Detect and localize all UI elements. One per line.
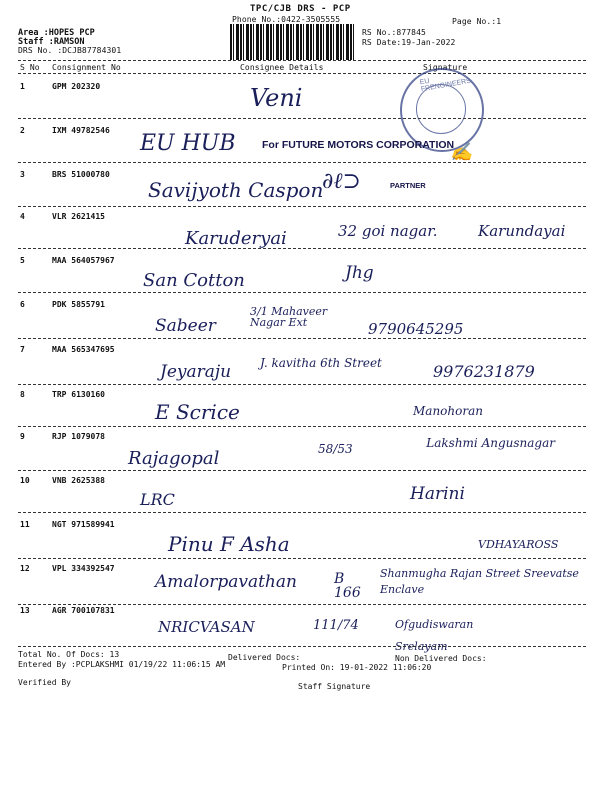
column-signature: Signature <box>423 63 468 72</box>
company-stamp: For FUTURE MOTORS CORPORATION <box>262 139 455 151</box>
row-7-handwriting-name: Jeyaraju <box>160 362 232 382</box>
row-10-sno: 10 <box>20 476 30 485</box>
row-divider <box>18 248 586 249</box>
row-9-consignment: RJP 1079078 <box>52 432 105 441</box>
row-6-consignment: PDK 5855791 <box>52 300 105 309</box>
row-5-handwriting-name: San Cotton <box>143 270 245 291</box>
row-9-handwriting-area: Lakshmi Angusnagar <box>426 436 555 450</box>
row-7-handwriting-phone: 9976231879 <box>433 362 535 381</box>
row-9-handwriting-name: Rajagopal <box>128 448 220 469</box>
barcode-image <box>230 24 355 60</box>
row-4-consignment: VLR 2621415 <box>52 212 105 221</box>
row-2-signature-mark: ✍ <box>450 142 473 163</box>
row-11-sno: 11 <box>20 520 30 529</box>
column-consignment: Consignment No <box>52 63 121 72</box>
row-12-handwriting-door: B 166 <box>334 571 361 601</box>
row-12-sno: 12 <box>20 564 30 573</box>
row-divider <box>18 338 586 339</box>
row-2-consignment: IXM 49782546 <box>52 126 110 135</box>
row-13-handwriting-name: NRICVASAN <box>158 618 255 636</box>
row-13-sno: 13 <box>20 606 30 615</box>
area-label: Area :HOPES PCP <box>18 28 95 38</box>
row-9-sno: 9 <box>20 432 25 441</box>
row-divider <box>18 384 586 385</box>
row-6-handwriting-name: Sabeer <box>155 316 216 336</box>
row-7-handwriting-address: J. kavitha 6th Street <box>260 356 382 370</box>
rs-date: RS Date:19-Jan-2022 <box>362 38 456 47</box>
row-6-handwriting-address: 3/1 Mahaveer Nagar Ext <box>250 305 328 329</box>
staff-signature-label: Staff Signature <box>298 682 371 691</box>
row-12-handwriting-name: Amalorpavathan <box>155 572 297 592</box>
row-8-handwriting-signature: Manohoran <box>413 404 483 418</box>
row-5-consignment: MAA 564057967 <box>52 256 115 265</box>
row-9-handwriting-address: 58/53 <box>318 442 353 456</box>
row-13-consignment: AGR 700107831 <box>52 606 115 615</box>
row-1-consignment: GPM 202320 <box>52 82 101 91</box>
row-6-sno: 6 <box>20 300 25 309</box>
row-3-signature-mark: ∂ℓ⊃ <box>322 169 361 194</box>
row-divider <box>18 292 586 293</box>
row-10-handwriting-signature: Harini <box>410 484 465 504</box>
delivered-docs: Delivered Docs: <box>228 653 301 662</box>
row-2-handwriting-name: EU HUB <box>140 131 236 156</box>
row-13-handwriting-address: Ofgudiswaran Srelayam <box>395 618 474 653</box>
row-divider <box>18 206 586 207</box>
row-divider <box>18 512 586 513</box>
footer-divider <box>18 646 586 647</box>
row-4-handwriting-name: Karuderyai <box>185 228 287 249</box>
row-divider <box>18 470 586 471</box>
document-title: TPC/CJB DRS - PCP <box>250 4 351 14</box>
row-10-handwriting-name: LRC <box>140 490 175 509</box>
page-number: Page No.:1 <box>452 17 502 26</box>
drs-number: DRS No. :DCJB87784301 <box>18 46 122 55</box>
column-consignee: Consignee Details <box>240 63 324 72</box>
row-12-consignment: VPL 334392547 <box>52 564 115 573</box>
column-divider <box>18 73 586 74</box>
printed-on: Printed On: 19-01-2022 11:06:20 <box>282 663 432 672</box>
row-1-sno: 1 <box>20 82 25 91</box>
row-13-handwriting-door: 111/74 <box>313 618 359 633</box>
phone-number: Phone No.:0422-3505555 <box>232 15 341 24</box>
row-3-sno: 3 <box>20 170 25 179</box>
entered-by: Entered By :PCPLAKSHMI 01/19/22 11:06:15 AM <box>18 660 226 669</box>
row-2-sno: 2 <box>20 126 25 135</box>
row-4-handwriting-address: 32 goi nagar. <box>338 222 438 240</box>
row-4-handwriting-area: Karundayai <box>478 222 566 240</box>
row-3-handwriting-name: Savijyoth Caspon <box>148 178 324 202</box>
row-11-handwriting-name: Pinu F Asha <box>168 532 290 556</box>
total-docs: Total No. Of Docs: 13 <box>18 650 120 659</box>
row-divider <box>18 426 586 427</box>
row-8-sno: 8 <box>20 390 25 399</box>
row-7-consignment: MAA 565347695 <box>52 345 115 354</box>
row-3-consignment: BRS 51000780 <box>52 170 110 179</box>
rs-number: RS No.:877845 <box>362 28 426 37</box>
row-4-sno: 4 <box>20 212 25 221</box>
row-6-handwriting-phone: 9790645295 <box>368 320 464 338</box>
row-divider <box>18 162 586 163</box>
row-7-sno: 7 <box>20 345 25 354</box>
header-divider <box>18 60 586 61</box>
row-12-handwriting-address: Shanmugha Rajan Street Sreevatse Enclave <box>380 567 579 596</box>
seal-stamp: EU FRENGINEERS <box>400 68 484 152</box>
column-sno: S No <box>20 63 40 72</box>
row-11-handwriting-signature: VDHAYAROSS <box>478 538 559 551</box>
staff-label: Staff :RAMSON <box>18 37 85 47</box>
row-divider <box>18 604 586 605</box>
row-divider <box>18 118 586 119</box>
row-1-handwriting-name: Veni <box>250 84 303 112</box>
non-delivered-docs: Non Delivered Docs: <box>395 654 487 663</box>
row-8-handwriting-name: E Scrice <box>155 400 240 424</box>
row-5-sno: 5 <box>20 256 25 265</box>
verified-by-label: Verified By <box>18 678 71 687</box>
row-divider <box>18 558 586 559</box>
row-8-consignment: TRP 6130160 <box>52 390 105 399</box>
row-11-consignment: NGT 971589941 <box>52 520 115 529</box>
partner-stamp: PARTNER <box>390 181 426 190</box>
row-5-signature-mark: Jhg <box>345 263 374 283</box>
row-10-consignment: VNB 2625388 <box>52 476 105 485</box>
